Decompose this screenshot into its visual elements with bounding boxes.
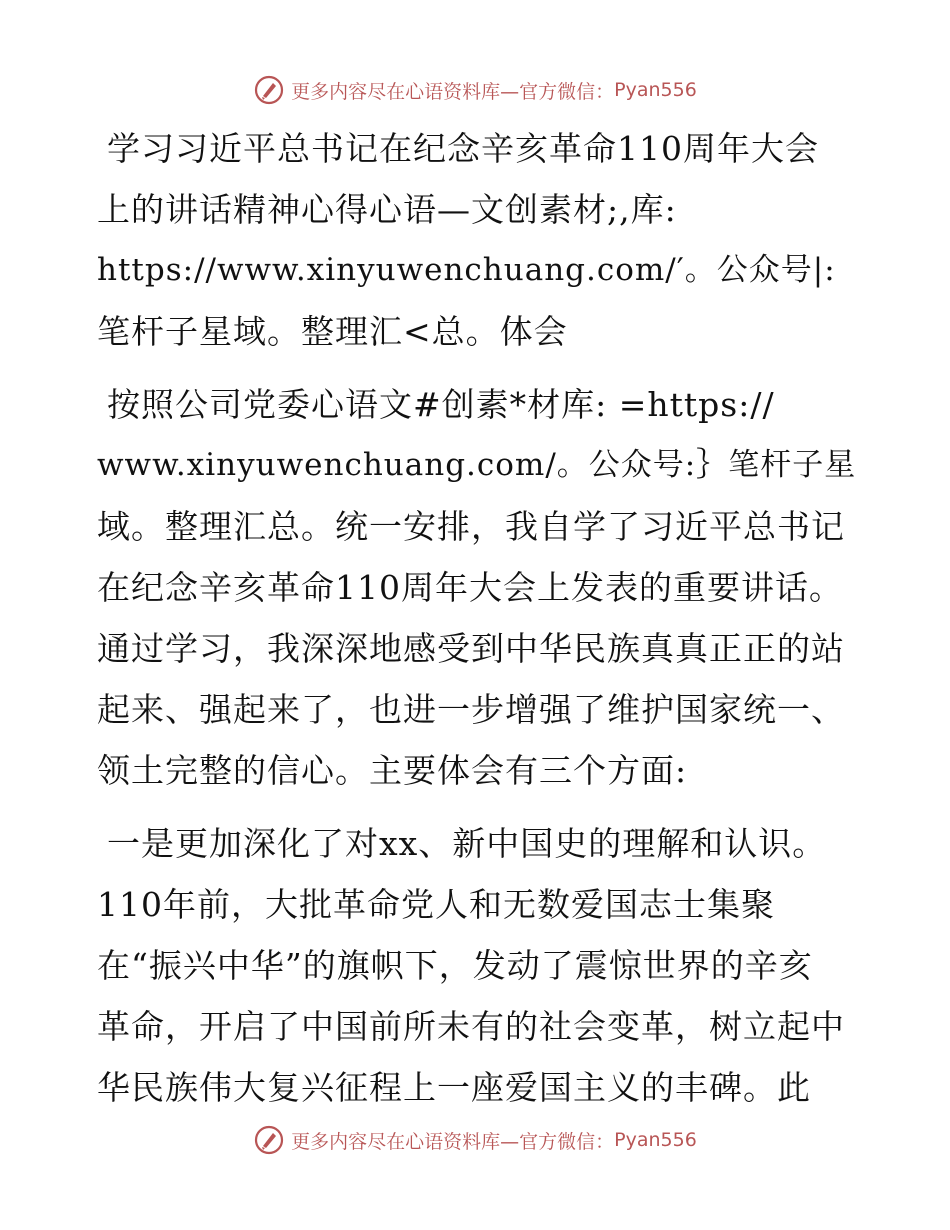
paragraph-point-one [97,813,857,1118]
paragraph-intro [97,374,857,801]
text-line: 按照公司党委心语文#创素*材库: =https:// [107,385,775,424]
wechat-id: Pyan556 [614,79,697,101]
pen-nib-icon [253,74,285,106]
text-line: https://www.xinyuwenchuang.com/′。公众号|: [97,252,836,288]
text-line: 起来、强起来了，也进一步增强了维护国家统一、 [97,690,845,729]
text-line: 一是更加深化了对xx、新中国史的理解和认识。 [107,824,827,863]
text-line: 学习习近平总书记在纪念辛亥革命110周年大会 [107,129,819,168]
text-line: www.xinyuwenchuang.com/。公众号:｝笔杆子星 [97,447,857,483]
watermark-text: 更多内容尽在心语资料库—官方微信： [291,1130,615,1153]
text-line: 上的讲话精神心得心语—文创素材;,库: [97,190,677,229]
paragraph-title [97,118,857,362]
footer-watermark [0,1120,950,1160]
text-line: 革命，开启了中国前所未有的社会变革，树立起中 [97,1007,845,1046]
wechat-id: Pyan556 [614,1129,697,1151]
pen-nib-icon [253,1124,285,1156]
text-line: 在纪念辛亥革命110周年大会上发表的重要讲话。 [97,568,843,607]
text-line: 领土完整的信心。主要体会有三个方面: [97,751,688,790]
text-line: 华民族伟大复兴征程上一座爱国主义的丰碑。此 [97,1068,811,1107]
text-line: 通过学习，我深深地感受到中华民族真真正正的站 [97,629,845,668]
text-line: 110年前，大批革命党人和无数爱国志士集聚 [97,885,775,924]
text-line: 笔杆子星域。整理汇<总。体会 [97,312,568,351]
header-watermark [0,70,950,110]
watermark-text: 更多内容尽在心语资料库—官方微信： [291,80,615,103]
text-line: 域。整理汇总。统一安排，我自学了习近平总书记 [97,507,845,546]
document-body [97,118,857,1130]
text-line: 在“振兴中华”的旗帜下，发动了震惊世界的辛亥 [97,946,813,985]
